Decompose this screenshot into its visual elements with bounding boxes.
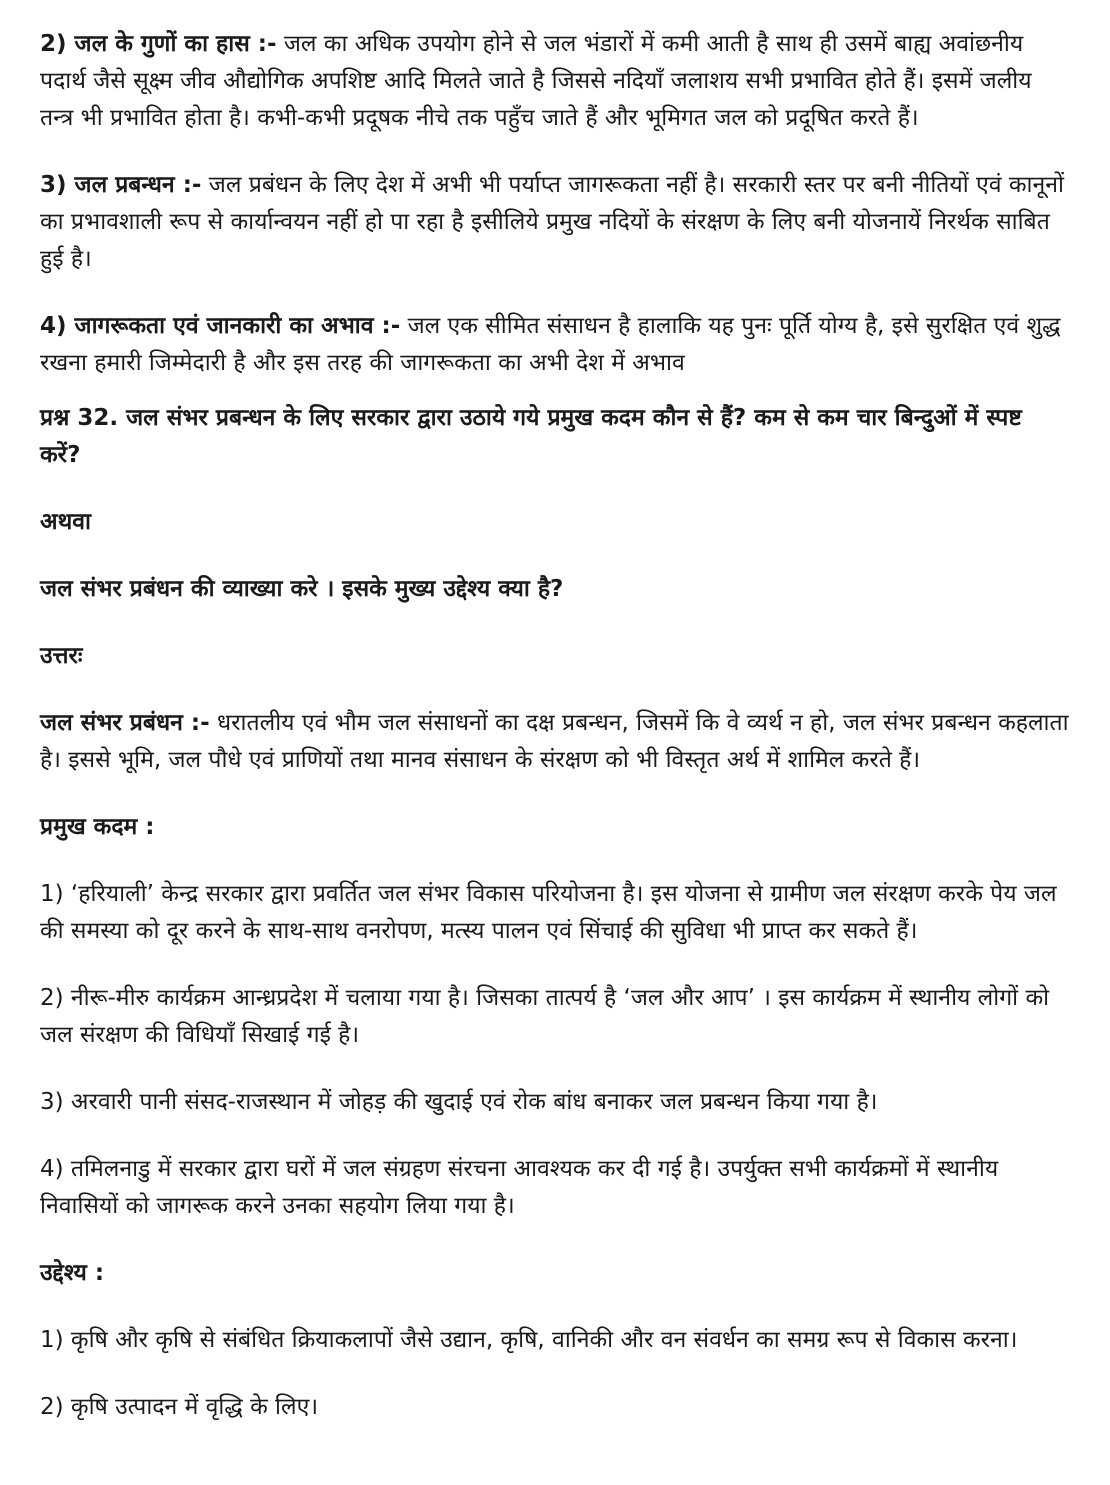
definition-text: धरातलीय एवं भौम जल संसाधनों का दक्ष प्रबन्धन, जिसमें कि वे व्यर्थ न हो, जल संभर प्रबन्धन कहलाता है। इससे भूमि, जल पौधे एवं प्राणियों तथा मानव संसाधन के संरक्षण को भी विस्तृत अर्थ में शामिल करते हैं। (40, 710, 1069, 773)
point-lead: 2) जल के गुणों का हास :- (40, 31, 277, 57)
question-title: प्रश्न 32. जल संभर प्रबन्धन के लिए सरकार द्वारा उठाये गये प्रमुख कदम कौन से हैं? कम से कम चार बिन्दुओं में स्पष्ट करें? (40, 405, 1022, 468)
or-label: अथवा (40, 509, 92, 535)
point-text: जल का अधिक उपयोग होने से जल भंडारों में कमी आती है साथ ही उसमें बाह्य अवांछनीय पदार्थ जैसे सूक्ष्म जीव औद्योगिक अपशिष्ट आदि मिलते जाते है जिससे नदियाँ जलाशय सभी प्रभावित होते हैं। इसमें जलीय तन्त्र भी प्रभावित होता है। कभी-कभी प्रदूषक नीचे तक पहुँच जाते हैं और भूमिगत जल को प्रदूषित करते हैं। (40, 31, 1032, 131)
definition-paragraph (40, 705, 1070, 779)
step-item: 4) तमिलनाडु में सरकार द्वारा घरों में जल संग्रहण संरचना आवश्यक कर दी गई है। उपर्युक्त सभी कार्यक्रमों में स्थानीय निवासियों को जागरूक करने उनका सहयोग लिया गया है। (40, 1156, 999, 1219)
point-text: जल प्रबंधन के लिए देश में अभी भी पर्याप्त जागरूकता नहीं है। सरकारी स्तर पर बनी नीतियों एवं कानूनों का प्रभावशाली रूप से कार्यान्वयन नहीं हो पा रहा है इसीलिये प्रमुख नदियों के संरक्षण के लिए बनी योजनायें निरर्थक साबित हुई है। (40, 172, 1064, 272)
step-item: 2) नीरू-मीरु कार्यक्रम आन्ध्रप्रदेश में चलाया गया है। जिसका तात्पर्य है ‘जल और आप’ । इस कार्यक्रम में स्थानीय लोगों को जल संरक्षण की विधियाँ सिखाई गई है। (40, 985, 1050, 1048)
point-lead: 3) जल प्रबन्धन :- (40, 172, 202, 198)
document-page (40, 26, 1070, 1456)
point-text: जल एक सीमित संसाधन है हालाकि यह पुनः पूर्ति योग्य है, इसे सुरक्षित एवं शुद्ध रखना हमारी जिम्मेदारी है और इस तरह की जागरूकता का अभी देश में अभाव (40, 313, 1061, 376)
point-water-quality (40, 26, 1070, 137)
objective-item: 2) कृषि उत्पादन में वृद्धि के लिए। (40, 1394, 319, 1420)
objective-item: 1) कृषि और कृषि से संबंधित क्रियाकलापों जैसे उद्यान, कृषि, वानिकी और वन संवर्धन का समग्र रूप से विकास करना। (40, 1327, 1018, 1353)
answer-label: उत्तरः (40, 643, 83, 669)
step-item: 3) अरवारी पानी संसद-राजस्थान में जोहड़ की खुदाई एवं रोक बांध बनाकर जल प्रबन्धन किया गया है। (40, 1089, 878, 1115)
steps-heading: प्रमुख कदम : (40, 814, 155, 840)
point-lead: 4) जागरूकता एवं जानकारी का अभाव :- (40, 313, 401, 339)
point-water-management (40, 167, 1070, 278)
objectives-heading: उद्देश्य : (40, 1260, 105, 1286)
point-awareness (40, 308, 1070, 382)
step-item: 1) ‘हरियाली’ केन्द्र सरकार द्वारा प्रवर्तित जल संभर विकास परियोजना है। इस योजना से ग्रामीण जल संरक्षण करके पेय जल की समस्या को दूर करने के साथ-साथ वनरोपण, मत्स्य पालन एवं सिंचाई की सुविधा भी प्राप्त कर सकते हैं। (40, 881, 1057, 944)
definition-lead: जल संभर प्रबंधन :- (40, 710, 210, 736)
alt-question-title: जल संभर प्रबंधन की व्याख्या करे । इसके मुख्य उद्देश्य क्या है? (40, 576, 564, 602)
